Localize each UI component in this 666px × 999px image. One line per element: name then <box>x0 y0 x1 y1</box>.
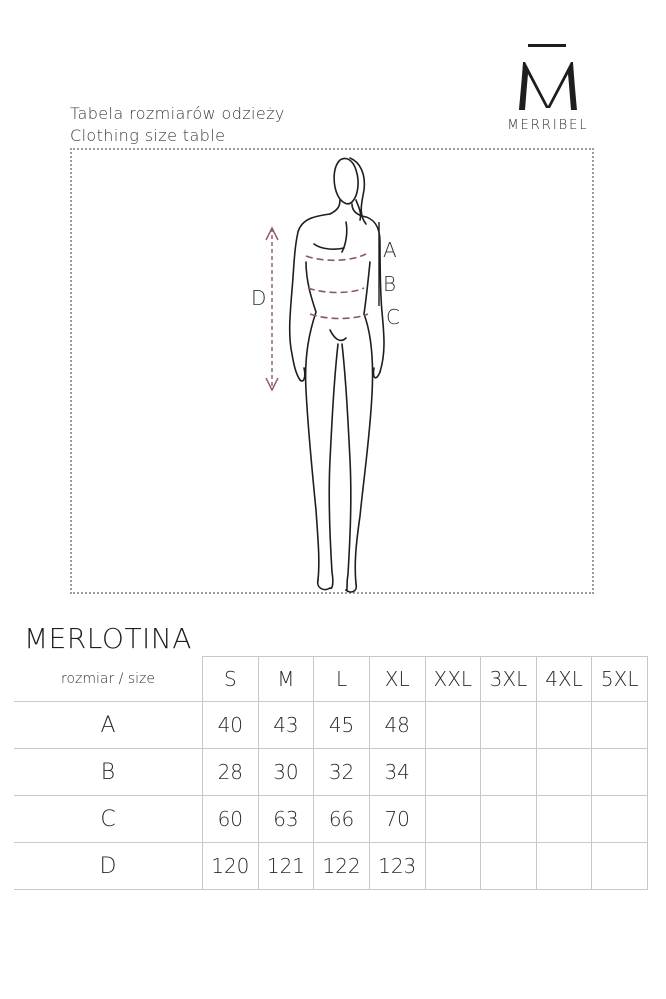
product-name: MERLOTINA <box>24 622 192 655</box>
table-row <box>14 749 648 796</box>
table-cell: 32 <box>314 749 370 796</box>
size-header-xxl: XXL <box>425 657 481 702</box>
table-cell <box>592 796 648 843</box>
size-column-label: rozmiar / size <box>14 657 203 702</box>
table-cell <box>425 796 481 843</box>
table-cell <box>425 843 481 890</box>
table-row <box>14 796 648 843</box>
brand-wordmark: MERRIBEL <box>507 118 589 133</box>
size-table-header-row <box>14 657 648 702</box>
table-cell: 70 <box>369 796 425 843</box>
table-cell <box>425 749 481 796</box>
table-cell <box>592 702 648 749</box>
table-cell: 60 <box>203 796 259 843</box>
table-cell <box>592 749 648 796</box>
row-label-c: C <box>14 796 203 843</box>
size-header-l: L <box>314 657 370 702</box>
table-cell: 48 <box>369 702 425 749</box>
table-cell: 66 <box>314 796 370 843</box>
table-cell: 63 <box>258 796 314 843</box>
measure-label-d: D <box>251 286 267 310</box>
size-header-s: S <box>203 657 259 702</box>
size-table-title-english: Clothing size table <box>70 126 226 145</box>
table-cell <box>481 702 537 749</box>
table-cell: 121 <box>258 843 314 890</box>
row-label-a: A <box>14 702 203 749</box>
table-cell: 43 <box>258 702 314 749</box>
table-cell: 45 <box>314 702 370 749</box>
table-cell: 120 <box>203 843 259 890</box>
table-cell: 40 <box>203 702 259 749</box>
size-header-4xl: 4XL <box>536 657 592 702</box>
size-table-title-polish: Tabela rozmiarów odzieży <box>70 104 285 123</box>
table-cell: 30 <box>258 749 314 796</box>
size-header-3xl: 3XL <box>481 657 537 702</box>
table-cell <box>536 702 592 749</box>
table-cell <box>481 749 537 796</box>
table-cell: 28 <box>203 749 259 796</box>
table-cell <box>425 702 481 749</box>
table-cell: 122 <box>314 843 370 890</box>
table-cell <box>481 843 537 890</box>
table-cell <box>592 843 648 890</box>
row-label-b: B <box>14 749 203 796</box>
table-row <box>14 702 648 749</box>
size-header-m: M <box>258 657 314 702</box>
measure-label-b: B <box>383 272 397 296</box>
size-header-5xl: 5XL <box>592 657 648 702</box>
row-label-d: D <box>14 843 203 890</box>
table-cell <box>536 843 592 890</box>
table-cell <box>481 796 537 843</box>
table-row <box>14 843 648 890</box>
table-cell: 34 <box>369 749 425 796</box>
measure-label-c: C <box>386 305 400 329</box>
table-cell <box>536 749 592 796</box>
table-cell <box>536 796 592 843</box>
table-cell: 123 <box>369 843 425 890</box>
size-table <box>14 656 648 890</box>
measure-label-a: A <box>383 238 397 262</box>
size-header-xl: XL <box>369 657 425 702</box>
